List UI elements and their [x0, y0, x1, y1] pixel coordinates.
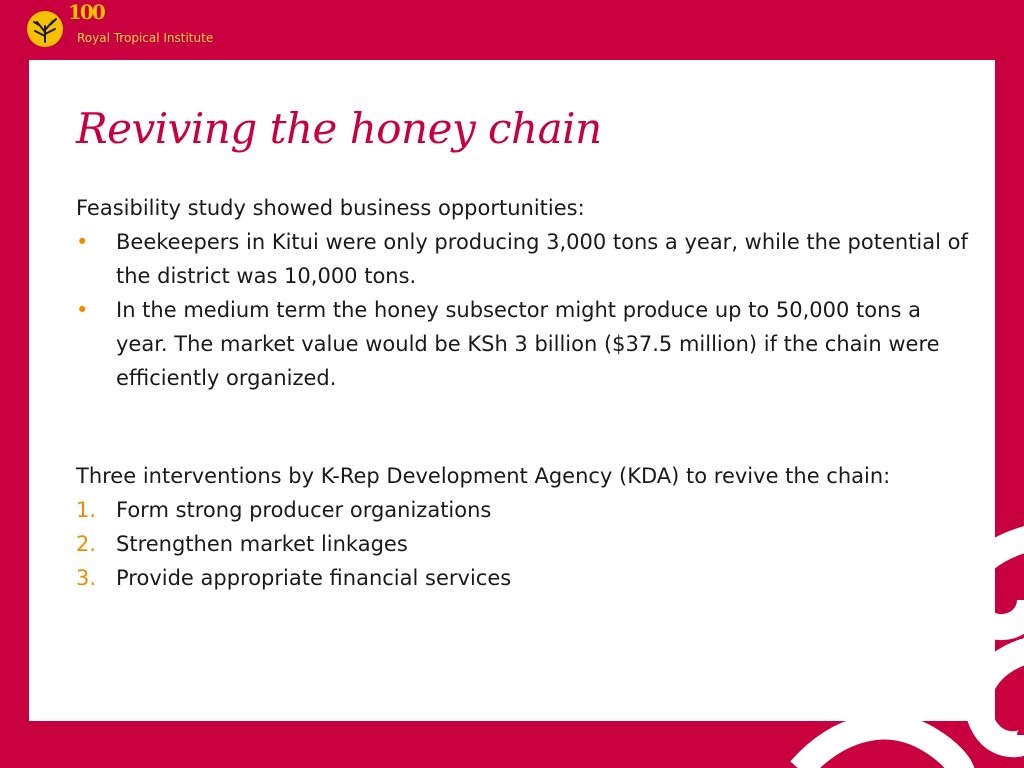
bullet-text: Beekeepers in Kitui were only producing 3,000 tons a year, while the potential of the district was 10,000 tons.	[116, 230, 968, 288]
slide-panel	[29, 60, 995, 721]
item-text: Form strong producer organizations	[116, 498, 492, 522]
slide-body	[76, 191, 976, 595]
intervention-item	[76, 561, 976, 595]
interventions-intro: Three interventions by K-Rep Development Agency (KDA) to revive the chain:	[76, 464, 891, 488]
bullet-text: In the medium term the honey subsector might produce up to 50,000 tons a year. The market value would be KSh 3 billion ($37.5 million) if the chain were efficiently organized.	[116, 298, 940, 390]
intro-text: Feasibility study showed business opportunities:	[76, 196, 585, 220]
bullet-icon: •	[76, 230, 89, 254]
item-text: Strengthen market linkages	[116, 532, 408, 556]
tree-emblem-icon	[26, 10, 64, 48]
item-text: Provide appropriate financial services	[116, 566, 512, 590]
intervention-item	[76, 527, 976, 561]
item-number: 1.	[76, 498, 97, 522]
slide-title: Reviving the honey chain	[76, 104, 602, 153]
item-number: 3.	[76, 566, 97, 590]
spacer	[76, 395, 976, 459]
bullet-item	[76, 225, 976, 293]
brand-name: Royal Tropical Institute	[77, 31, 214, 45]
bullet-list	[76, 225, 976, 395]
bullet-item	[76, 293, 976, 395]
centenary-mark: 100	[68, 0, 104, 24]
item-number: 2.	[76, 532, 97, 556]
intervention-item	[76, 493, 976, 527]
bullet-icon: •	[76, 298, 89, 322]
interventions-list	[76, 493, 976, 595]
